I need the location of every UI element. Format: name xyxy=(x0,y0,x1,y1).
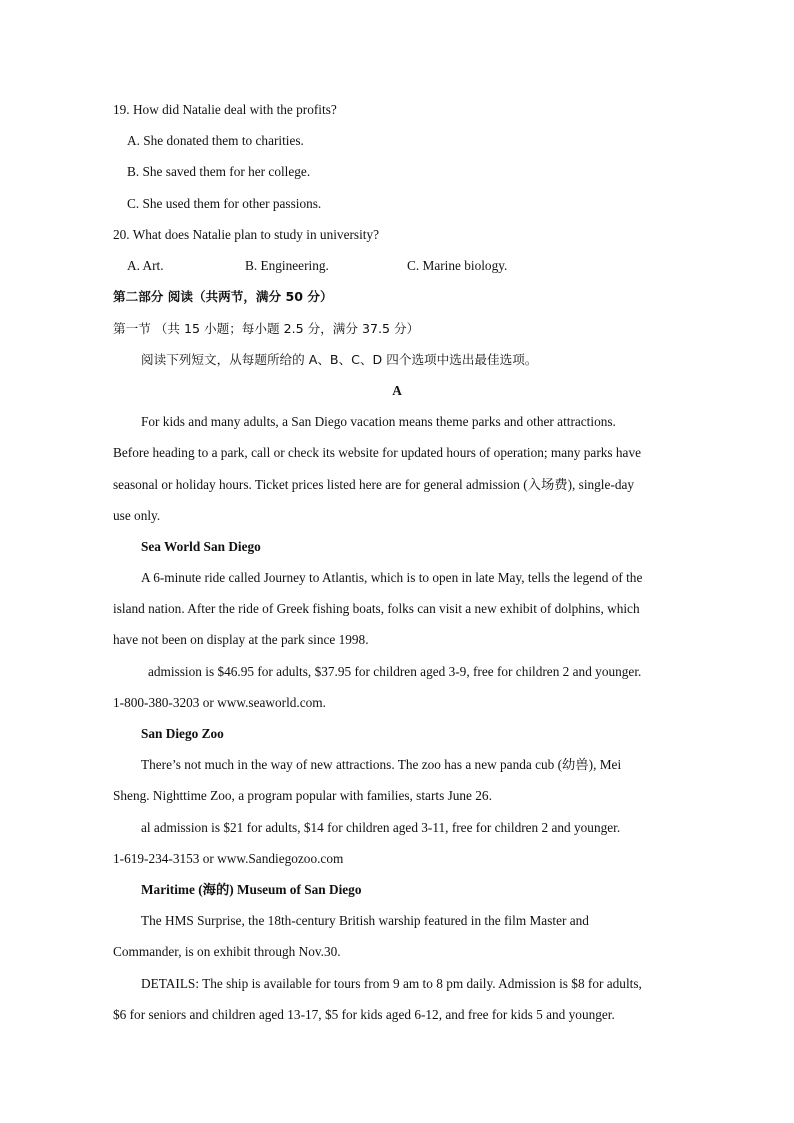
intro-line-1: For kids and many adults, a San Diego vacation means theme parks and other attractions. xyxy=(141,414,616,429)
museum-desc-2: Commander, is on exhibit through Nov.30. xyxy=(113,944,341,959)
q20-option-b: B. Engineering. xyxy=(245,258,329,273)
reading-instruction: 阅读下列短文，从每题所给的 A、B、C、D 四个选项中选出最佳选项。 xyxy=(141,352,538,367)
q19-option-b: B. She saved them for her college. xyxy=(127,164,311,179)
question-20: 20. What does Natalie plan to study in university? xyxy=(113,227,380,242)
intro-line-3: seasonal or holiday hours. Ticket prices listed here are for general admission (入场费), single-day xyxy=(113,477,635,492)
part2-heading: 第二部分 阅读（共两节，满分 50 分） xyxy=(113,289,333,304)
section1-heading: 第一节 （共 15 小题；每小题 2.5 分，满分 37.5 分） xyxy=(113,321,420,336)
seaworld-desc-3: have not been on display at the park since 1998. xyxy=(113,632,369,647)
intro-line-4: use only. xyxy=(113,508,161,523)
question-19: 19. How did Natalie deal with the profits? xyxy=(113,102,337,117)
museum-details-2: $6 for seniors and children aged 13-17, $5 for kids aged 6-12, and free for kids 5 and younger. xyxy=(113,1007,615,1022)
museum-details-1: DETAILS: The ship is available for tours from 9 am to 8 pm daily. Admission is $8 for adults, xyxy=(141,976,642,991)
seaworld-desc-2: island nation. After the ride of Greek fishing boats, folks can visit a new exhibit of dolphins, which xyxy=(113,601,640,616)
passage-label: A xyxy=(392,383,402,398)
zoo-desc-2: Sheng. Nighttime Zoo, a program popular with families, starts June 26. xyxy=(113,788,492,803)
seaworld-title: Sea World San Diego xyxy=(141,539,261,554)
q19-option-c: C. She used them for other passions. xyxy=(127,196,322,211)
intro-line-2: Before heading to a park, call or check its website for updated hours of operation; many parks have xyxy=(113,445,641,460)
zoo-title: San Diego Zoo xyxy=(141,726,224,741)
q20-option-a: A. Art. xyxy=(127,258,164,273)
museum-title: Maritime (海的) Museum of San Diego xyxy=(141,882,362,897)
q20-option-c: C. Marine biology. xyxy=(407,258,508,273)
zoo-desc-1: There’s not much in the way of new attractions. The zoo has a new panda cub (幼兽), Mei xyxy=(141,757,622,772)
seaworld-desc-1: A 6-minute ride called Journey to Atlantis, which is to open in late May, tells the legend of the xyxy=(141,570,643,585)
q19-option-a: A. She donated them to charities. xyxy=(127,133,304,148)
seaworld-admission-1: admission is $46.95 for adults, $37.95 for children aged 3-9, free for children 2 and younger. xyxy=(148,664,642,679)
zoo-admission-1: al admission is $21 for adults, $14 for children aged 3-11, free for children 2 and younger. xyxy=(141,820,621,835)
museum-desc-1: The HMS Surprise, the 18th-century British warship featured in the film Master and xyxy=(141,913,589,928)
zoo-admission-2: 1-619-234-3153 or www.Sandiegozoo.com xyxy=(113,851,344,866)
seaworld-admission-2: 1-800-380-3203 or www.seaworld.com. xyxy=(113,695,326,710)
